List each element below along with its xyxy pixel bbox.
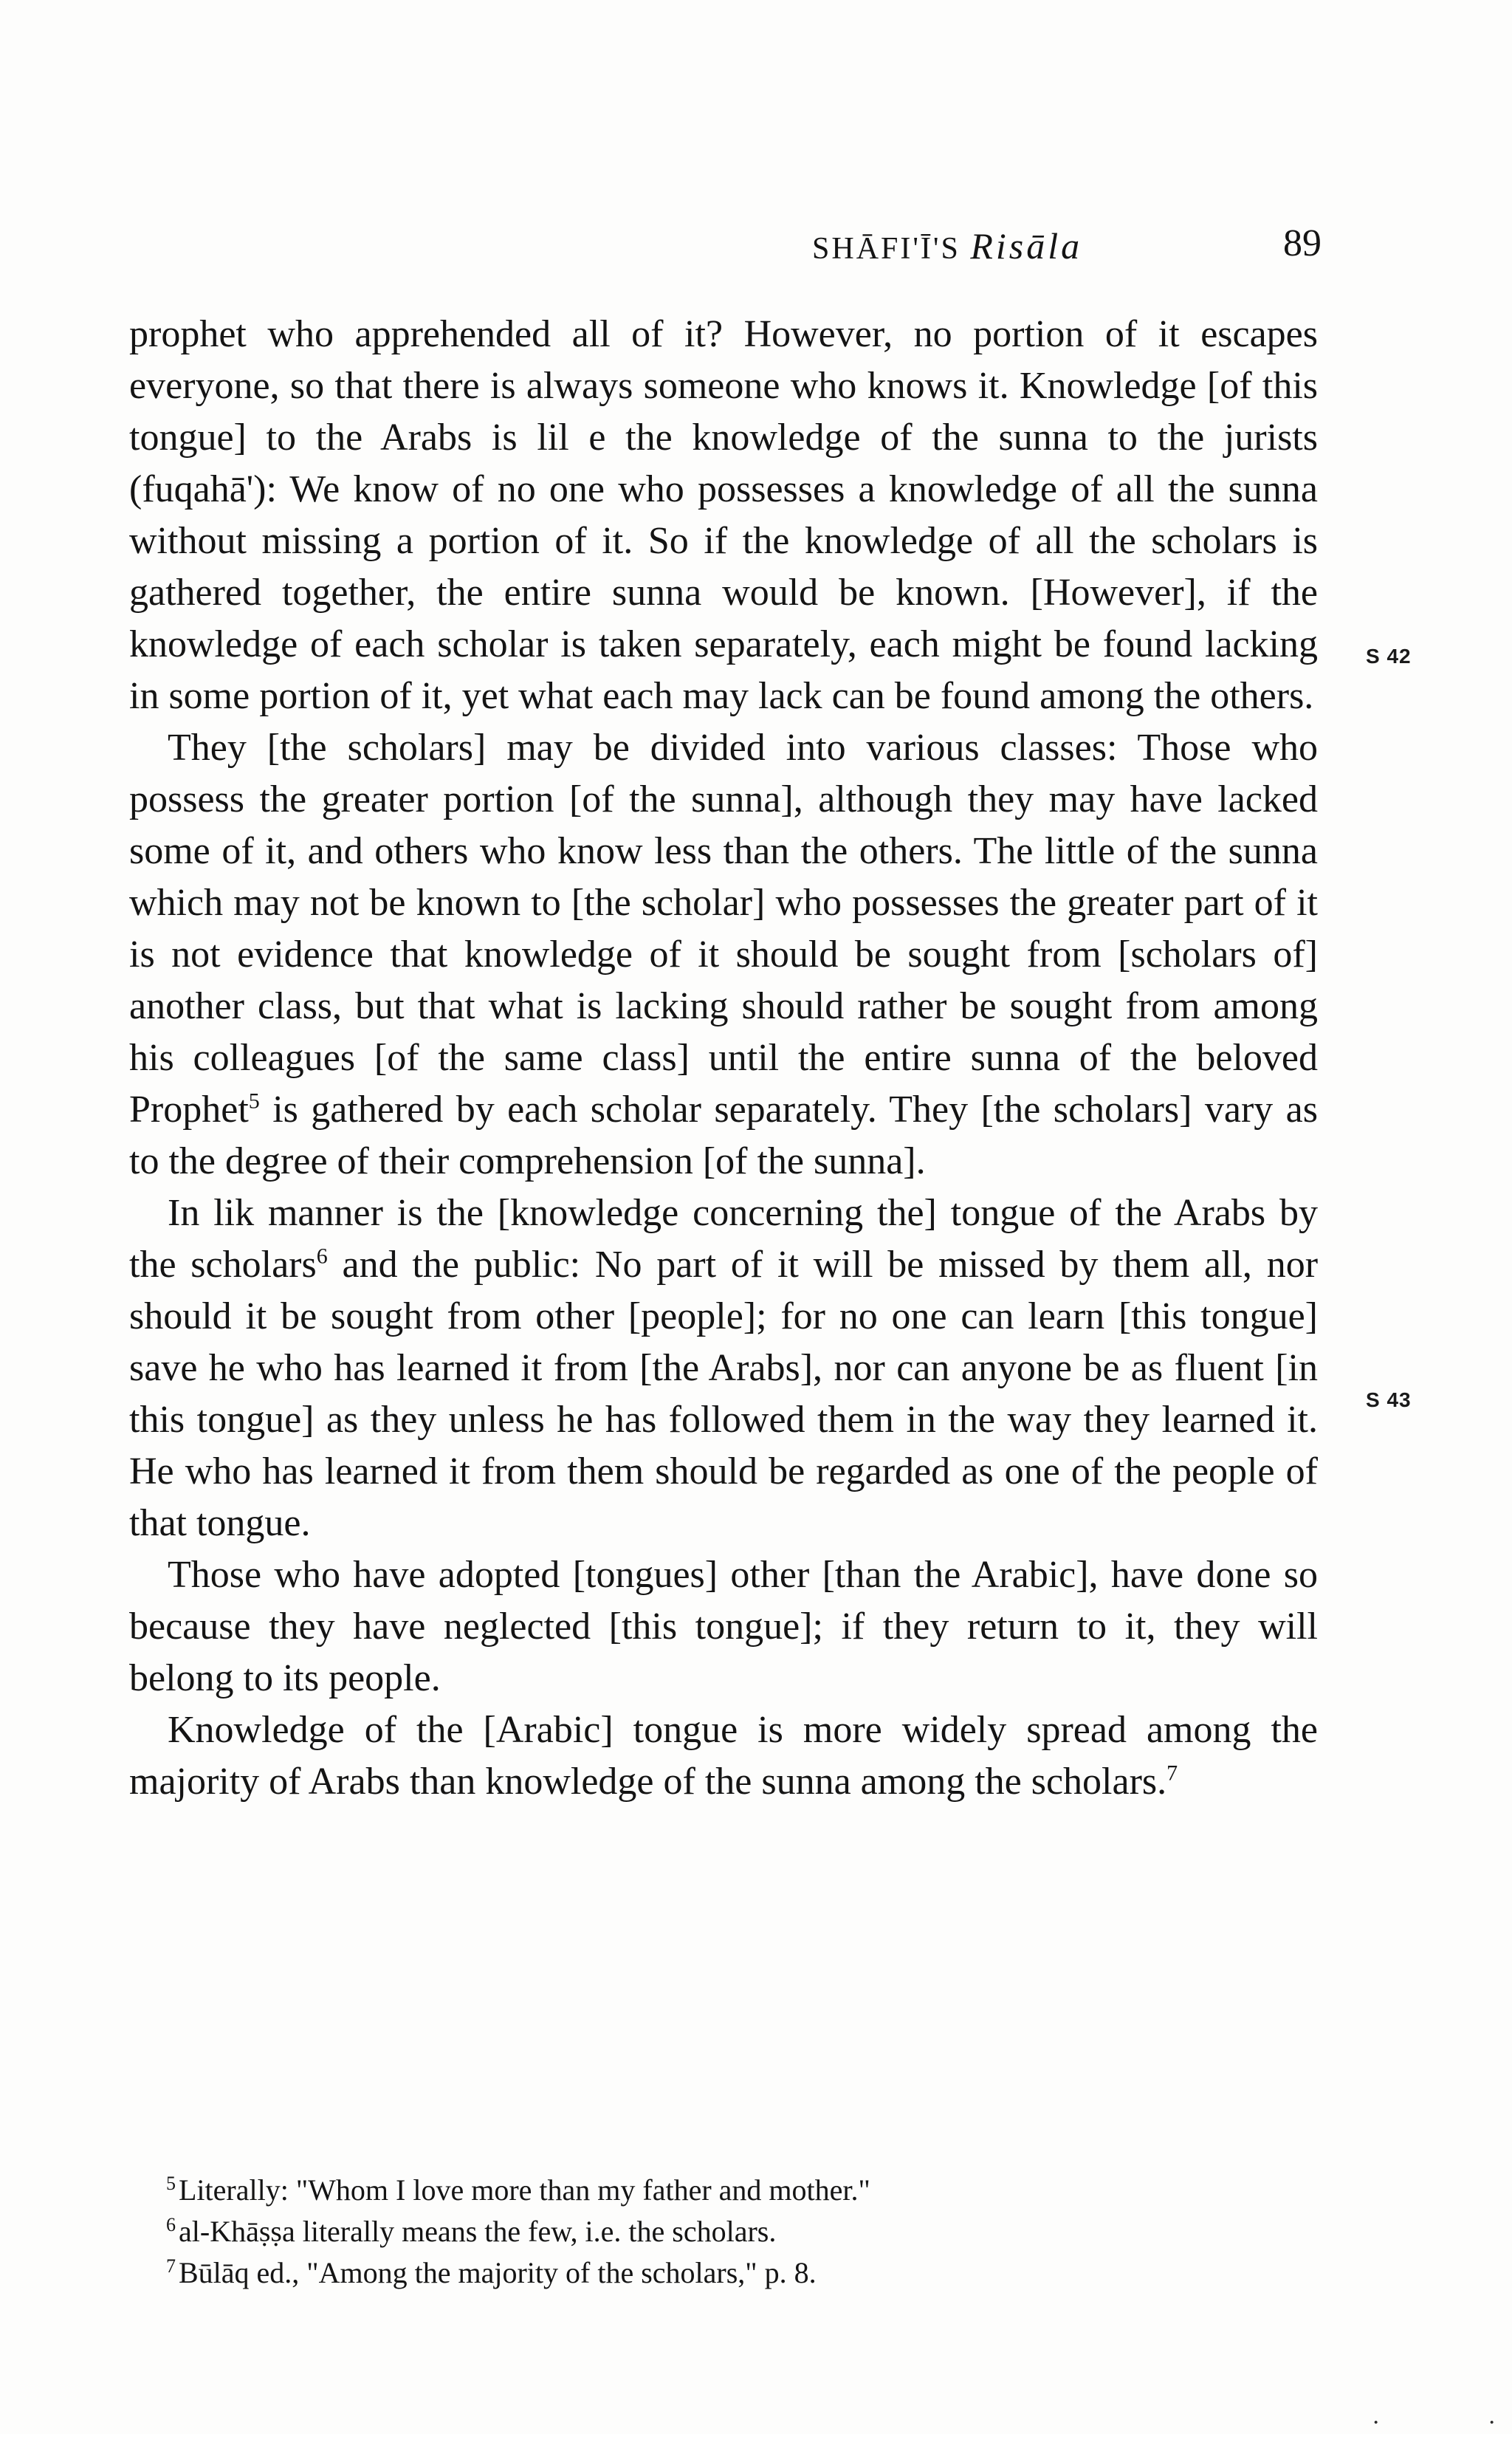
paragraph-3-continuation: and the public: No part of it will be missed by them all, nor should it be sought from other [people]; for no one can learn [this tongue] save he who has learned it from [the Arabs], nor can anyone be as fluent [in this tongue] as they unless he has followed them in the way they learned it. He who has learned it from them should be regarded as one of the people of that tongue.	[129, 1244, 1319, 1544]
running-title-author: SHĀFI'Ī'S	[812, 232, 961, 266]
footnote-mark: 6	[166, 2213, 176, 2235]
footnote-ref-5: 5	[248, 1089, 260, 1114]
body-text	[129, 309, 1318, 1808]
footnotes	[166, 2170, 1274, 2294]
footnote-6	[166, 2211, 1274, 2252]
footnote-7	[166, 2252, 1274, 2294]
footnote-text: al-Khāṣṣa literally means the few, i.e. the scholars.	[179, 2215, 777, 2248]
paragraph-3-text: In lik manner is the [knowledge concerning the] tongue of the Arabs by the scholars	[129, 1192, 1318, 1286]
footnote-ref-6: 6	[316, 1244, 328, 1269]
paragraph-3	[129, 1187, 1318, 1549]
paragraph-5	[129, 1704, 1318, 1808]
running-title	[812, 224, 1082, 267]
paragraph-1: prophet who apprehended all of it? However, no portion of it escapes everyone, so that there is always someone who knows it. Knowledge [of this tongue] to the Arabs is lil e the knowledge of the sunna to the jurists (fuqahā'): We know of no one who possesses a knowledge of all the sunna without missing a portion of it. So if the knowledge of all the scholars is gathered together, the entire sunna would be known. [However], if the knowledge of each scholar is taken separately, each might be found lacking in some portion of it, yet what each may lack can be found among the others.	[129, 313, 1318, 717]
scan-speck: ·	[1488, 2409, 1496, 2436]
footnote-ref-7: 7	[1166, 1761, 1178, 1786]
paragraph-5-text: Knowledge of the [Arabic] tongue is more widely spread among the majority of Arabs than knowledge of the sunna among the scholars.	[129, 1709, 1318, 1803]
footnote-5	[166, 2170, 1274, 2211]
footnote-text: Būlāq ed., "Among the majority of the scholars," p. 8.	[179, 2256, 817, 2289]
scan-speck: ·	[1372, 2409, 1381, 2436]
margin-note-s43: S 43	[1366, 1388, 1412, 1411]
paragraph-2-text: They [the scholars] may be divided into various classes: Those who possess the greater portion [of the sunna], although they may have lacked some of it, and others who know less than the others. The little of the sunna which may not be known to [the scholar] who possesses the greater part of it is not evidence that knowledge of it should be sought from [scholars of] another class, but that what is lacking should rather be sought from among his colleagues [of the same class] until the entire sunna of the beloved Prophet	[129, 727, 1318, 1131]
footnote-mark: 7	[166, 2255, 176, 2277]
paragraph-2-continuation: is gathered by each scholar separately. They [the scholars] vary as to the degree of their comprehension [of the sunna].	[129, 1089, 1319, 1182]
margin-note-s42: S 42	[1366, 645, 1412, 668]
book-title: Risāla	[970, 225, 1083, 267]
footnote-mark: 5	[166, 2172, 176, 2194]
page-number: 89	[1283, 222, 1322, 264]
paragraph-4: Those who have adopted [tongues] other [than the Arabic], have done so because they have neglected [this tongue]; if they return to it, they will belong to its people.	[129, 1554, 1318, 1699]
running-head	[812, 222, 1322, 273]
paragraph-2	[129, 722, 1318, 1187]
footnote-text: Literally: "Whom I love more than my father and mother."	[179, 2173, 870, 2207]
